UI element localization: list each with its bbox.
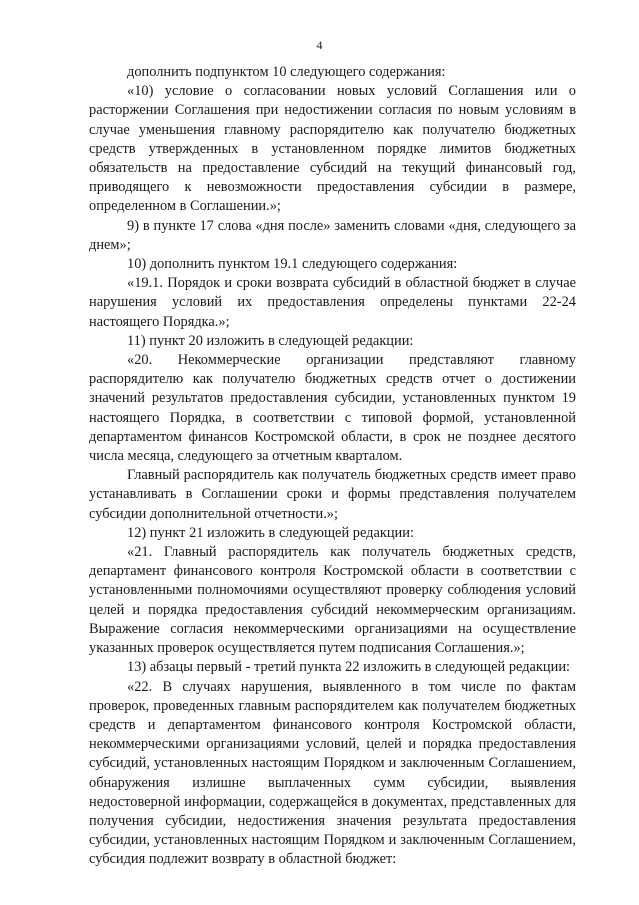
paragraph: «19.1. Порядок и сроки возврата субсидий в областной бюджет в случае нарушения условий их предоставления определены пунктами 22-24 настоящего Порядка.»; (89, 275, 576, 330)
paragraph: Главный распорядитель как получатель бюджетных средств имеет право устанавливать в Соглашении сроки и формы представления получателем субсидии дополнительной отчетности.»; (89, 467, 576, 522)
paragraph: 13) абзацы первый - третий пункта 22 изложить в следующей редакции: (127, 659, 571, 676)
paragraph: «21. Главный распорядитель как получатель бюджетных средств, департамент финансового контроля Костромской области в соответствии с установленными полномочиями осуществляют проверку соблюдения условий целей и порядка предоставления субсидий некоммерческим организациям. Выражение согласия некоммерческими организациями на осуществление указанных проверок осуществляется путем подписания Соглашения.»; (89, 544, 576, 657)
paragraph: 12) пункт 21 изложить в следующей редакции: (127, 524, 414, 541)
paragraph: «22. В случаях нарушения, выявленного в том числе по фактам проверок, проведенных главным распорядителем как получателем бюджетных средств и департаментом финансового контроля Костромской области, некоммерческими организациями условий, целей и порядка предоставления субсидий, установленных настоящим Порядком и заключенным Соглашением, обнаружения излишне выплаченных сумм субсидии, выявления недостоверной информации, содержащейся в документах, представленных для получения субсидии, недостижения значения результата предоставления субсидии, установленных настоящим Порядком и заключенным Соглашением, субсидия подлежит возврату в областной бюджет: (89, 678, 576, 868)
paragraph: 9) в пункте 17 слова «дня после» заменить словами «дня, следующего за днем»; (89, 217, 576, 253)
document-body (89, 63, 576, 870)
paragraph: 10) дополнить пунктом 19.1 следующего содержания: (127, 256, 458, 273)
paragraph: «10) условие о согласовании новых условий Соглашения или о расторжении Соглашения при недостижении согласия по новым условиям в случае уменьшения главному распорядителю как получателю бюджетных средств утвержденных в установленном порядке лимитов бюджетных обязательств на предоставление субсидий на текущий финансовый год, приводящего к невозможности предоставления субсидии в размере, определенном в Соглашении.»; (89, 83, 576, 215)
paragraph: дополнить подпунктом 10 следующего содержания: (127, 64, 446, 80)
paragraph: 11) пункт 20 изложить в следующей редакции: (127, 332, 414, 349)
paragraph: «20. Некоммерческие организации представляют главному распорядителю как получателю бюджетных средств отчет о достижении значений результатов предоставления субсидии, установленных пунктом 19 настоящего Порядка, в соответствии с типовой формой, установленной департаментом финансов Костромской области, в срок не позднее десятого числа месяца, следующего за отчетным кварталом. (89, 352, 576, 465)
page-number: 4 (316, 38, 323, 52)
